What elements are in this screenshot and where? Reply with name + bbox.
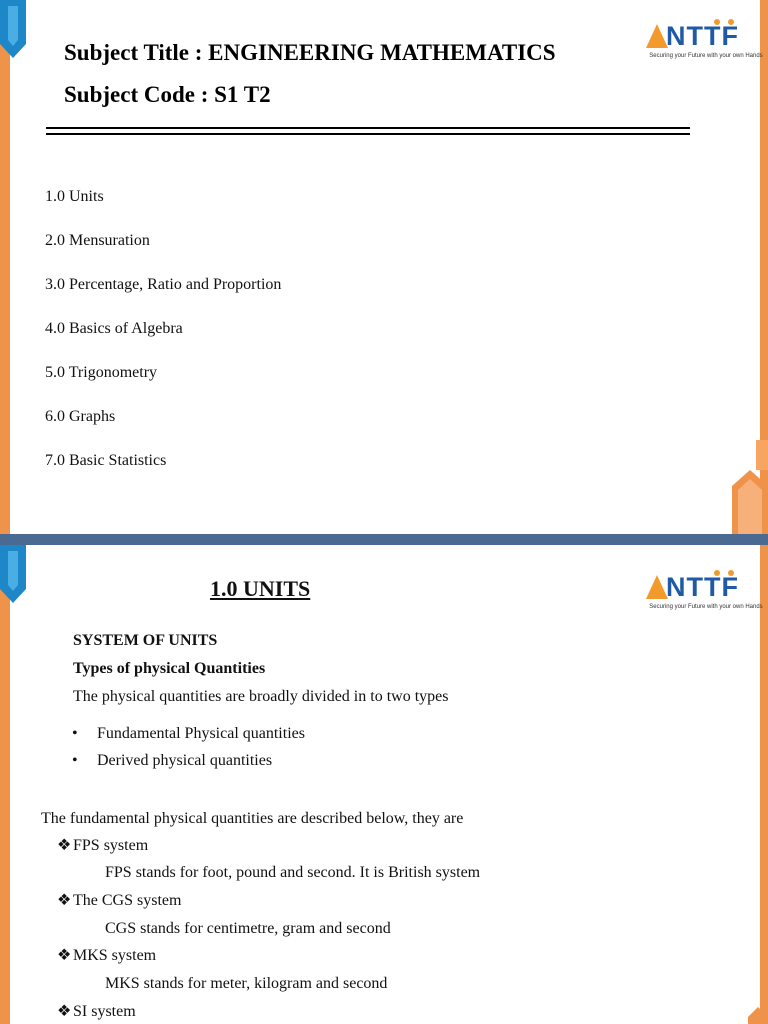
- diamond-bullet-icon: ❖: [57, 947, 72, 964]
- fundamental-intro: The fundamental physical quantities are described below, they are: [41, 810, 464, 827]
- subject-title: Subject Title : ENGINEERING MATHEMATICS: [64, 40, 556, 65]
- title-divider: [46, 127, 690, 135]
- bullet-icon: •: [72, 725, 78, 742]
- bullet-icon: •: [72, 752, 78, 769]
- types-heading: Types of physical Quantities: [73, 660, 266, 677]
- topic-item: 3.0 Percentage, Ratio and Proportion: [45, 276, 282, 293]
- system-description: FPS stands for foot, pound and second. It is British system: [105, 864, 481, 881]
- diamond-bullet-icon: ❖: [57, 837, 72, 854]
- topic-item: 4.0 Basics of Algebra: [45, 320, 183, 337]
- system-name: SI system: [73, 1003, 136, 1020]
- logo-tagline: Securing your Future with your own Hands: [649, 53, 763, 59]
- topic-item: 6.0 Graphs: [45, 408, 116, 425]
- topic-item: 7.0 Basic Statistics: [45, 452, 167, 469]
- system-heading: SYSTEM OF UNITS: [73, 632, 218, 649]
- section-title: 1.0 UNITS: [210, 576, 311, 601]
- up-arrow-icon: [748, 1005, 768, 1024]
- bookmark-arrow-icon: [0, 0, 34, 62]
- up-arrow-icon: [732, 470, 768, 534]
- topic-item: 1.0 Units: [45, 188, 104, 205]
- logo-wordmark: NTTF: [666, 572, 739, 602]
- intro-text: The physical quantities are broadly divided in to two types: [73, 688, 449, 705]
- topic-list: [45, 186, 281, 494]
- nttf-logo: [644, 18, 768, 64]
- system-description: MKS stands for meter, kilogram and second: [105, 975, 388, 992]
- diamond-bullet-icon: ❖: [57, 1003, 72, 1020]
- system-description: CGS stands for centimetre, gram and second: [105, 920, 391, 937]
- topic-item: 2.0 Mensuration: [45, 232, 150, 249]
- logo-tagline: Securing your Future with your own Hands: [649, 604, 763, 610]
- right-border: [760, 545, 768, 1024]
- nttf-logo: [644, 569, 768, 615]
- system-name: MKS system: [73, 947, 157, 964]
- subject-code: Subject Code : S1 T2: [64, 82, 271, 107]
- side-tab: [756, 440, 768, 470]
- bookmark-arrow-icon: [0, 545, 34, 607]
- logo-wordmark: NTTF: [666, 21, 739, 51]
- system-name: The CGS system: [73, 892, 182, 909]
- topic-item: 5.0 Trigonometry: [45, 364, 158, 381]
- left-border: [0, 545, 10, 1024]
- diamond-bullet-icon: ❖: [57, 892, 72, 909]
- bullet-item: Derived physical quantities: [97, 752, 273, 769]
- bullet-item: Fundamental Physical quantities: [97, 725, 305, 742]
- left-border: [0, 0, 10, 534]
- system-name: FPS system: [73, 837, 149, 854]
